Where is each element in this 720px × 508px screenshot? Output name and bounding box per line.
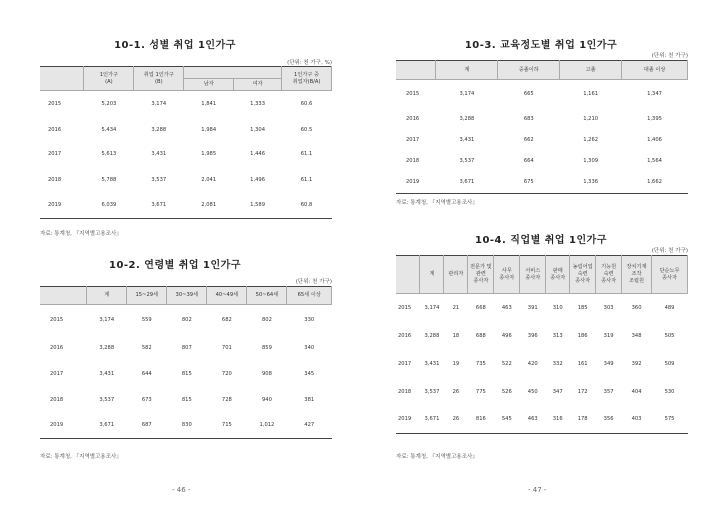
table-row: 2019 6,039 3,671 2,081 1,589 60.8 (40, 193, 332, 219)
header-managers: 관리자 (444, 256, 468, 294)
table-10-3-unit: (단위: 천 가구) (651, 53, 688, 59)
table-row: 2017 3,431 19 735 522 420 332 161 349 392 509 (398, 360, 675, 367)
header-30-39: 30~39세 (167, 287, 207, 305)
table-row: 2015 3,174 559 802 682 802 330 (50, 316, 315, 323)
header-total-1p: 1인가구 (A) (84, 67, 134, 91)
header-40-49: 40~49세 (207, 287, 247, 305)
header-elementary: 단순노무 종사자 (652, 256, 688, 294)
header-professionals: 전문가 및 관련 종사자 (468, 256, 494, 294)
table-10-2-source: 자료: 통계청, 『지역별고용조사』 (40, 454, 122, 460)
header-employed-1p: 취업 1인가구 (B) (134, 67, 184, 91)
table-10-2-unit: (단위: 천 가구) (295, 279, 332, 285)
header-college: 대졸 이상 (622, 61, 688, 80)
header-65-plus: 65세 이상 (287, 287, 332, 305)
table-row: 2016 5,434 3,288 1,984 1,304 60.5 (48, 126, 313, 133)
table-10-4 (396, 255, 688, 434)
table-10-3-title: 10-3. 교육정도별 취업 1인가구 (464, 40, 618, 51)
table-row: 2017 3,431 662 1,262 1,406 (406, 137, 662, 143)
header-clerical: 사무 종사자 (494, 256, 520, 294)
header-craft: 기능원 숙련 종사자 (596, 256, 622, 294)
table-row: 2018 5,788 3,537 2,041 1,496 61.1 (48, 176, 313, 183)
table-row: 2019 3,671 26 816 545 463 316 178 356 403 575 (396, 406, 688, 434)
table-10-1-title: 10-1. 성별 취업 1인가구 (114, 40, 236, 51)
table-row: 2015 5,203 3,174 1,841 1,333 60.6 (48, 101, 313, 108)
table-10-3 (396, 60, 688, 194)
table-10-1 (40, 66, 332, 219)
page-number: - 46 - (172, 486, 191, 494)
header-agriculture: 농림어업 숙련 종사자 (570, 256, 596, 294)
table-row: 2019 3,671 687 830 715 1,012 427 (40, 413, 332, 439)
table-10-4-unit: (단위: 천 가구) (651, 248, 688, 254)
table-row: 2017 5,613 3,431 1,985 1,446 61.1 (48, 151, 313, 157)
page-number: - 47 - (528, 486, 547, 494)
header-year (40, 287, 87, 305)
table-row: 2019 3,671 675 1,336 1,662 (396, 172, 688, 194)
header-total: 계 (87, 287, 127, 305)
table-10-2-title: 10-2. 연령별 취업 1인가구 (108, 260, 241, 271)
header-high-school: 고졸 (560, 61, 622, 80)
header-machine-operators: 장치기계 조작 조립원 (622, 256, 652, 294)
header-employment-rate: 1인가구 중 취업자(B/A) (282, 67, 332, 91)
header-year (396, 61, 436, 80)
table-10-4-title: 10-4. 직업별 취업 1인가구 (474, 235, 607, 246)
table-10-3-source: 자료: 통계청, 『지역별고용조사』 (396, 200, 478, 206)
header-year (396, 256, 420, 294)
table-row: 2015 3,174 21 668 463 391 310 185 303 360 489 (398, 305, 675, 312)
table-10-1-source: 자료: 통계청, 『지역별고용조사』 (40, 231, 122, 237)
header-female: 여자 (234, 79, 282, 91)
table-row: 2018 3,537 673 815 728 940 381 (50, 396, 315, 403)
header-50-64: 50~64세 (247, 287, 287, 305)
header-male: 남자 (184, 79, 234, 91)
header-gender-group (184, 67, 282, 79)
header-sales: 판매 종사자 (546, 256, 570, 294)
table-row: 2018 3,537 664 1,309 1,564 (406, 158, 662, 164)
page-47 (360, 0, 720, 508)
table-10-1-unit: (단위: 천 가구, %) (287, 60, 332, 66)
table-row: 2018 3,537 26 775 526 450 347 172 357 404 530 (398, 388, 675, 395)
table-10-4-source: 자료: 통계청, 『지역별고용조사』 (396, 454, 478, 460)
table-row: 2015 3,174 665 1,161 1,347 (406, 91, 662, 98)
table-row: 2016 3,288 582 807 701 859 340 (50, 344, 315, 351)
header-year (40, 67, 84, 91)
header-total: 계 (420, 256, 444, 294)
header-total: 계 (436, 61, 498, 80)
table-row: 2016 3,288 683 1,210 1,395 (406, 116, 662, 122)
header-middle-school: 중졸이하 (498, 61, 560, 80)
table-10-2 (40, 286, 332, 439)
header-service: 서비스 종사자 (520, 256, 546, 294)
table-row: 2017 3,431 644 815 720 908 345 (50, 370, 315, 377)
header-15-29: 15~29세 (127, 287, 167, 305)
table-row: 2016 3,288 18 688 496 396 313 186 319 348 505 (398, 333, 675, 339)
